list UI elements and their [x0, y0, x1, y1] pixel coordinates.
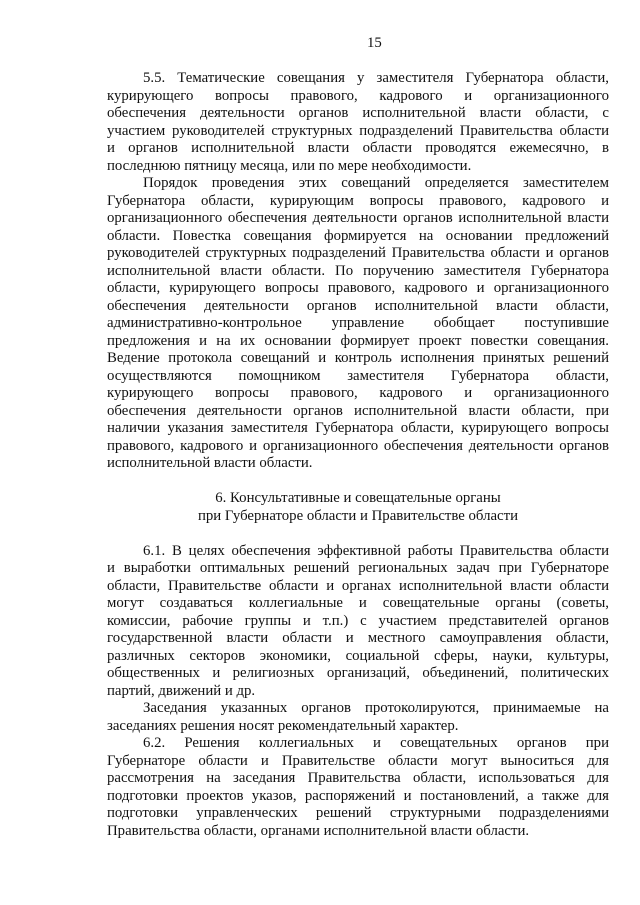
paragraph-line: осуществляются помощником заместителя Губернатора области,	[107, 367, 609, 384]
paragraph-line: исполнительной власти области. По поручению заместителя Губернатора	[107, 262, 609, 279]
paragraph-line: Правительства области, органами исполнительной власти области.	[107, 822, 530, 839]
paragraph-line: общественных и религиозных организаций, объединений, политических	[107, 665, 609, 681]
paragraph-line: заседаниях решения носят рекомендательный характер.	[107, 717, 459, 734]
paragraph-line: предложения и на их основании формирует проект повестки совещания.	[107, 332, 609, 349]
heading-line: при Губернаторе области и Правительстве области	[197, 507, 519, 524]
paragraph-meetings-protocol	[107, 700, 609, 735]
paragraph-5-5	[107, 70, 609, 175]
paragraph-line: подготовки управленческих решений структурными подразделениями	[107, 805, 609, 821]
paragraph-line: обеспечения деятельности органов исполнительной власти области, при	[107, 402, 609, 419]
document-body	[107, 70, 609, 840]
paragraph-line: обеспечения деятельности органов исполнительной власти области, с	[107, 105, 609, 121]
paragraph-line: области, курирующего вопросы правового, кадрового и организационного	[107, 280, 609, 296]
paragraph-line: партий, движений и др.	[107, 682, 256, 699]
paragraph-line: могут создаваться коллегиальные и совещательные органы (советы,	[107, 595, 609, 611]
paragraph-line: области. Повестка совещания формируется на основании предложений	[107, 227, 609, 244]
paragraph-line: и органов исполнительной власти области проводятся ежемесячно, в	[107, 140, 609, 156]
paragraph-line: обеспечения деятельности органов исполнительной власти области,	[107, 297, 609, 314]
paragraph-line: 6.2. Решения коллегиальных и совещательных органов при	[143, 735, 609, 751]
paragraph-line: последнюю пятницу месяца, или по мере необходимости.	[107, 157, 472, 174]
paragraph-line: различных секторов экономики, социальной сферы, науки, культуры,	[107, 647, 609, 664]
paragraph-line: Ведение протокола совещаний и контроль исполнения принятых решений	[107, 350, 609, 366]
paragraph-line: курирующего вопросы правового, кадрового и организационного	[107, 385, 609, 401]
paragraph-line: участием руководителей структурных подразделений Правительства области	[107, 122, 609, 139]
paragraph-line: и выработки оптимальных решений региональных задач при Губернаторе	[107, 560, 609, 576]
heading-line: 6. Консультативные и совещательные органы	[215, 490, 501, 506]
paragraph-line: организационного обеспечения деятельности органов исполнительной власти	[107, 210, 609, 226]
paragraph-line: наличии указания заместителя Губернатора области, курирующего вопросы	[107, 420, 609, 436]
blank-line	[107, 525, 609, 543]
paragraph-line: исполнительной власти области.	[107, 455, 313, 471]
paragraph-meeting-procedure	[107, 175, 609, 473]
page-number: 15	[367, 35, 382, 51]
paragraph-line: Губернатора области, курирующим вопросы правового, кадрового и	[107, 192, 609, 209]
paragraph-line: 6.1. В целях обеспечения эффективной работы Правительства области	[143, 542, 609, 559]
paragraph-line: Заседания указанных органов протоколируются, принимаемые на	[143, 700, 609, 716]
paragraph-line: курирующего вопросы правового, кадрового и организационного	[107, 87, 609, 104]
paragraph-line: руководителей структурных подразделений Правительства области и органов	[107, 245, 609, 261]
blank-line	[107, 473, 609, 491]
paragraph-line: административно-контрольное управление обобщает поступившие	[107, 315, 609, 331]
paragraph-line: государственной власти области и местного самоуправления области,	[107, 630, 609, 646]
section-6-heading	[107, 490, 609, 525]
paragraph-line: рассмотрения на заседания Правительства области, использоваться для	[107, 770, 609, 786]
paragraph-line: области, Правительстве области и органах исполнительной власти области	[107, 577, 609, 594]
paragraph-line: подготовки проектов указов, распоряжений и постановлений, а также для	[107, 787, 609, 804]
paragraph-line: правового, кадрового и организационного обеспечения деятельности органов	[107, 437, 609, 454]
paragraph-line: Губернаторе области и Правительстве области могут выноситься для	[107, 752, 609, 769]
paragraph-line: комиссии, рабочие группы и т.п.) с участием представителей органов	[107, 612, 609, 629]
paragraph-line: 5.5. Тематические совещания у заместителя Губернатора области,	[143, 70, 609, 86]
paragraph-6-2	[107, 735, 609, 840]
paragraph-line: Порядок проведения этих совещаний определяется заместителем	[143, 175, 609, 191]
paragraph-6-1	[107, 543, 609, 701]
